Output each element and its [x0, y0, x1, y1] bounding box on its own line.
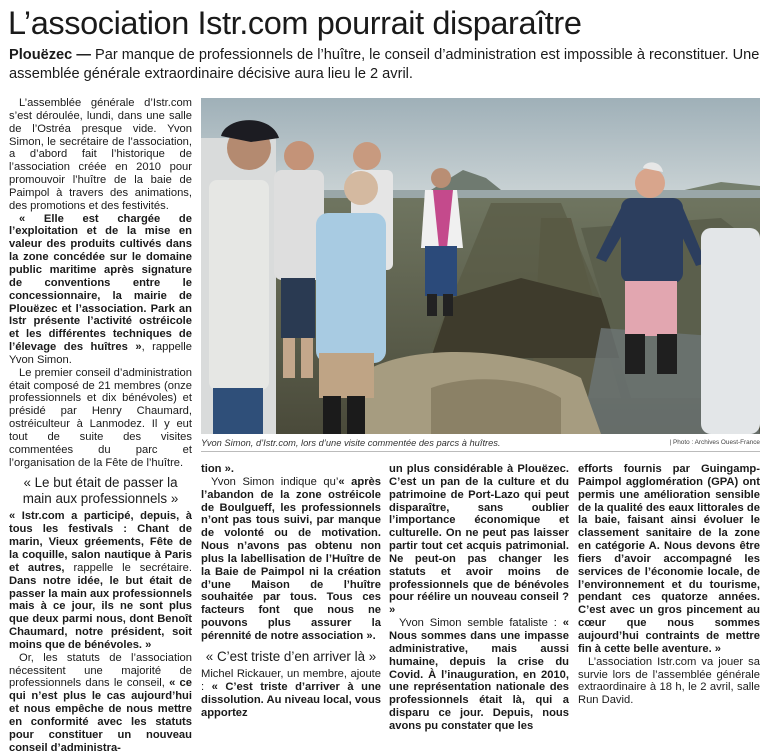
divider: [201, 451, 760, 452]
text: Yvon Simon semble fataliste :: [399, 617, 563, 630]
paragraph: [201, 668, 381, 719]
paragraph: [201, 476, 381, 643]
paragraph: [578, 463, 760, 656]
quote: tion ».: [201, 463, 234, 475]
paragraph: [389, 463, 569, 617]
attribution: rappelle le secrétaire.: [64, 561, 192, 574]
paragraph: [9, 213, 192, 367]
photo-caption: Yvon Simon, d’Istr.com, lors d’une visite commentée des parcs à huîtres.: [201, 438, 501, 448]
paragraph: L’association Istr.com va jouer sa survie lors de l’assemblée générale extraordinaire à 18 h, le 2 avril, salle Run David.: [578, 655, 760, 707]
photo-credit: | Photo : Archives Ouest-France: [669, 439, 760, 446]
quote: Dans notre idée, le but était de passer la main aux professionnels mais à ce jour, ils ne sont plus que deux parmi nous, dont Benoît Chaumard, notre président, soit moins que de bénévoles. »: [9, 574, 192, 651]
paragraph: [9, 510, 192, 651]
paragraph: Le premier conseil d’administration était composé de 21 membres (onze professionnels et dix bénévoles) et présidé par Henry Chaumard, ostréiculteur à Lanmodez. Il y eut tout de suite des visites commentées du parc et l’organisation de la Fête de l’huître.: [9, 366, 192, 469]
lede-text: Par manque de professionnels de l’huître, le conseil d’administration est impossible à reconstituer. Une assemblée générale extraordinaire décisive aura lieu le 2 avril.: [9, 47, 760, 82]
paragraph: [9, 652, 192, 755]
article-photo: [201, 98, 760, 434]
quote: « Elle est chargée de l’exploitation et de la mise en valeur des produits cultivés dans la zone concédée sur le domaine public maritime après signature de conventions entre le concessionnaire, la mairie de Plouëzec et l’association. Park an Istr présente l’activité ostréicole et les différentes techniques de l’élevage des huîtres »: [9, 212, 192, 354]
paragraph: L’assemblée générale d’Istr.com s’est déroulée, lundi, dans une salle de l’Ostréa presque vide. Yvon Simon, le secrétaire de l’association, a d’abord fait l’historique de l’association créée en 2010 pour promouvoir l’huître de la baie de Paimpol à travers des animations, des promotions et des festivités.: [9, 97, 192, 212]
paragraph: [201, 463, 381, 476]
quote: « Istr.com a participé, depuis, à tous les festivals : Chant de marin, Vieux gréements, Fête de la coquille, salon nautique à Paris et autres,: [9, 510, 192, 574]
article-lede: [9, 46, 761, 84]
quote: un plus considérable à Plouëzec. C’est un pan de la culture et du patrimoine de Port-Lazo qui peut disparaître, sans oublier l’importance économique et culturelle. On ne peut pas laisser partir tout cet acquis patrimonial. Ne peut-on pas changer les statuts et avoir moins de professionnels que de bénévoles pour réélire un nouveau conseil ? »: [389, 463, 569, 617]
text: Michel Rickauer, un membre, ajoute :: [201, 668, 381, 694]
article-column-3: [389, 463, 569, 733]
oyster-park-illustration: [201, 98, 760, 434]
article-headline: L’association Istr.com pourrait disparaître: [8, 5, 582, 41]
article-column-1: [9, 97, 192, 755]
lede-dateline: Plouëzec —: [9, 47, 91, 63]
quote: « C’est triste d’arriver à une dissolution. Au niveau local, vous apportez: [201, 681, 381, 719]
quote: efforts fournis par Guingamp-Paimpol agglomération (GPA) ont permis une amélioration sensible de la qualité des eaux littorales de la baie, faisant ainsi évoluer le classement sanitaire de la zone en catégorie A. Nous devons être fiers d’avoir accompagné les services de l’économie locale, de l’environnement et du tourisme, pendant ces quatorze années. C’est avec un gros pincement au cœur que nous sommes aujourd’hui contraints de mettre fin à cette belle aventure. »: [578, 463, 760, 655]
attribution: , rappelle Yvon Simon.: [9, 341, 192, 366]
quote: « après l’abandon de la zone ostréicole de Boulgueff, les professionnels n’ont pas tous suivi, par manque de volonté ou de motivation. Nous n’avons pas obtenu non plus la labellisation de l’Huître de la Baie de Paimpol ni la création d’une Maison de l’huître souhaitée par tous. Tous ces facteurs font que nous ne pouvons plus assurer la pérennité de notre association ».: [201, 475, 381, 642]
quote: « ce qui n’est plus le cas aujourd’hui et nous empêche de nous mettre en conformité avec les statuts pour constituer un nouveau conseil d’administra-: [9, 677, 192, 754]
article-column-2: [201, 463, 381, 720]
quote: « Nous sommes dans une impasse administrative, mais aussi humaine, depuis la crise du Covid. À l’inauguration, en 2010, une représentation nationale des professionnels était là, qui a disparu ce jour. Depuis, nous avons pu constater que les: [389, 617, 569, 732]
text: Or, les statuts de l’association nécessitent une majorité de professionnels dans le conseil,: [9, 651, 192, 690]
text: Yvon Simon indique qu’: [211, 475, 339, 488]
article-column-4: [578, 463, 760, 707]
intertitle: « C’est triste d’en arriver là »: [205, 648, 377, 664]
intertitle: « Le but était de passer la main aux professionnels »: [22, 475, 179, 506]
paragraph: [389, 617, 569, 733]
